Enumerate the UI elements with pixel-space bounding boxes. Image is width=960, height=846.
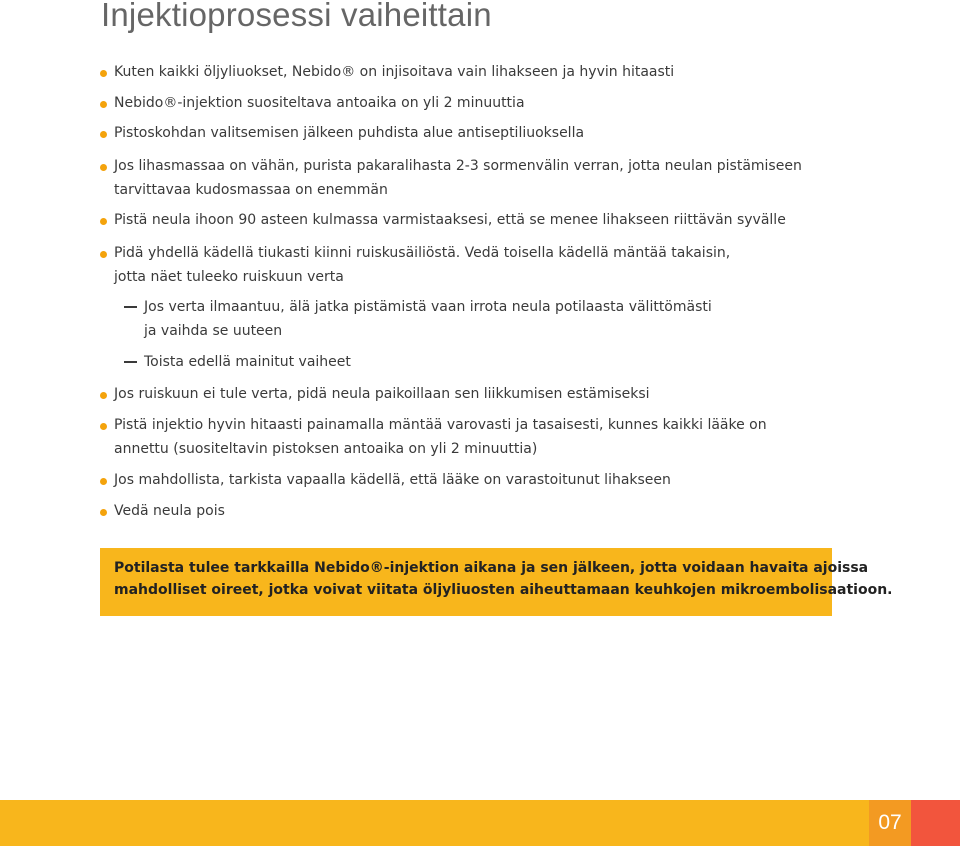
sub-list-item-text: ja vaihda se uuteen (144, 323, 283, 339)
list-item-text: Jos mahdollista, tarkista vapaalla kädellä, että lääke on varastoitunut lihakseen (114, 472, 671, 488)
list-item (114, 154, 814, 202)
list-item (114, 208, 814, 232)
bullet-icon (100, 392, 107, 399)
list-item (114, 413, 814, 461)
list-item-text: Nebido®-injektion suositeltava antoaika on yli 2 minuuttia (114, 95, 525, 111)
list-item-text: Pistä injektio hyvin hitaasti painamalla mäntää varovasti ja tasaisesti, kunnes kaikki lääke on (114, 417, 767, 433)
bullet-icon (100, 423, 107, 430)
bullet-icon (100, 131, 107, 138)
list-item-text: tarvittavaa kudosmassaa on enemmän (114, 182, 388, 198)
list-item (114, 91, 814, 115)
bullet-icon (100, 101, 107, 108)
sub-list-item-text: Toista edellä mainitut vaiheet (144, 354, 351, 370)
bullet-icon (100, 164, 107, 171)
list-item-text: Jos lihasmassaa on vähän, purista pakaralihasta 2-3 sormenvälin verran, jotta neulan pistämiseen (114, 158, 802, 174)
list-item-text: Pistä neula ihoon 90 asteen kulmassa varmistaaksesi, että se menee lihakseen riittävän syvälle (114, 212, 786, 228)
sub-list-item (144, 295, 712, 343)
page-title: Injektioprosessi vaiheittain (101, 0, 492, 33)
warning-notice (100, 548, 893, 616)
list-item-text: Kuten kaikki öljyliuokset, Nebido® on injisoitava vain lihakseen ja hyvin hitaasti (114, 64, 675, 80)
notice-text (114, 558, 892, 601)
dash-icon (124, 361, 137, 363)
list-item (114, 499, 814, 523)
sub-list-item-text: Jos verta ilmaantuu, älä jatka pistämistä vaan irrota neula potilaasta välittömästi (144, 299, 712, 315)
list-item-text: Pidä yhdellä kädellä tiukasti kiinni ruiskusäiliöstä. Vedä toisella kädellä mäntää takaisin, (114, 245, 731, 261)
list-item-text: Jos ruiskuun ei tule verta, pidä neula paikoillaan sen liikkumisen estämiseksi (114, 386, 650, 402)
list-item-text: Vedä neula pois (114, 503, 225, 519)
list-item (114, 241, 814, 289)
bullet-icon (100, 70, 107, 77)
list-item (114, 382, 814, 406)
sub-list-item (144, 350, 351, 374)
footer-band (0, 800, 960, 846)
bullet-icon (100, 509, 107, 516)
bullet-icon (100, 251, 107, 258)
page-number: 07 (869, 800, 911, 846)
bullet-icon (100, 478, 107, 485)
notice-line: mahdolliset oireet, jotka voivat viitata öljyliuosten aiheuttamaan keuhkojen mikroembolisaatioon. (114, 581, 893, 598)
list-item-text: Pistoskohdan valitsemisen jälkeen puhdista alue antiseptiliuoksella (114, 125, 585, 141)
list-item (114, 468, 814, 492)
notice-line: Potilasta tulee tarkkailla Nebido®-injektion aikana ja sen jälkeen, jotta voidaan havaita ajoissa (114, 560, 869, 576)
footer-accent-strip (911, 800, 960, 846)
list-item (114, 60, 814, 84)
list-item (114, 121, 814, 145)
list-item-text: annettu (suositeltavin pistoksen antoaika on yli 2 minuuttia) (114, 441, 538, 457)
list-item-text: jotta näet tuleeko ruiskuun verta (114, 269, 344, 285)
bullet-icon (100, 218, 107, 225)
dash-icon (124, 306, 137, 308)
